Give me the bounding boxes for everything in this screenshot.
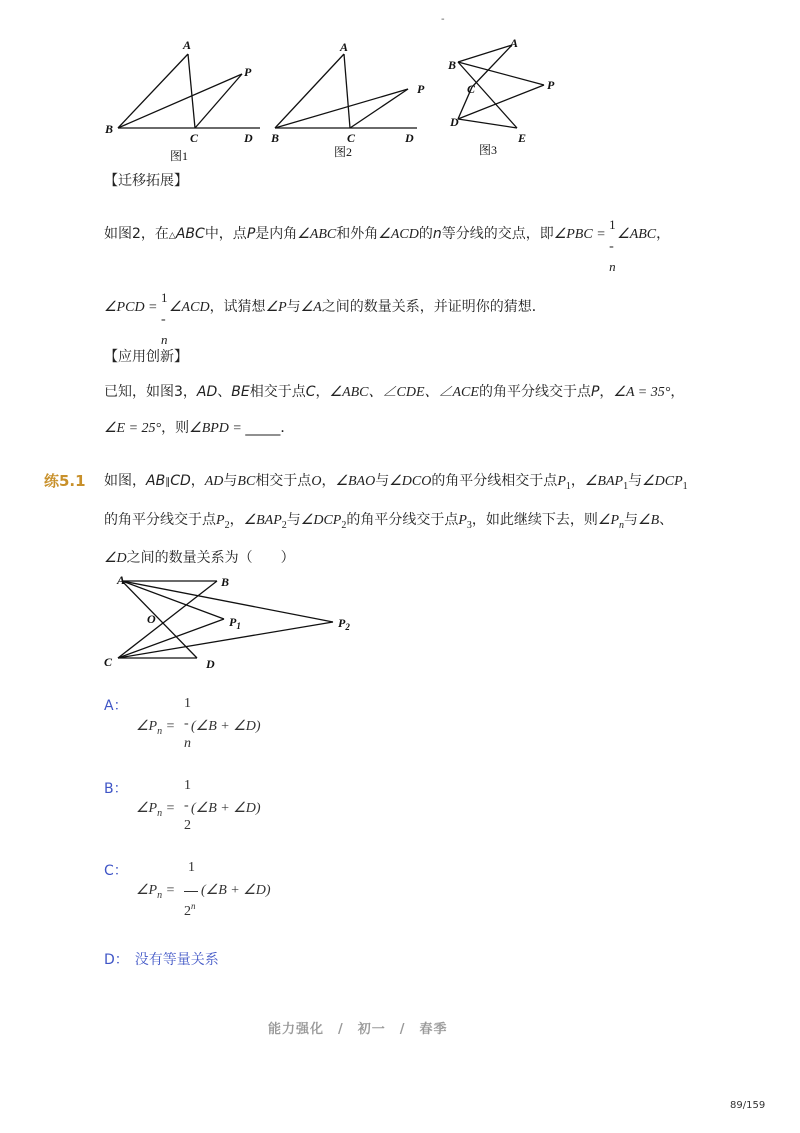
text: ． — [280, 420, 295, 436]
point-c: C — [305, 384, 316, 400]
point-p: P — [246, 226, 256, 242]
header-mark: - — [441, 14, 445, 25]
text: ，试猜想 — [209, 299, 266, 315]
text: 的角平分线交于点 — [478, 384, 591, 400]
subscript: 1 — [623, 481, 629, 492]
exercise-label: 练5.1 — [44, 472, 86, 490]
fig3-caption: 图3 — [479, 143, 498, 157]
figure-3 — [444, 36, 569, 161]
subscript: 2 — [224, 520, 230, 531]
angle-dco: ∠DCO — [389, 474, 432, 489]
equation-left: ∠PBC = — [553, 227, 610, 242]
figure-1 — [100, 36, 265, 166]
exfig-label-p1: $P_1$ — [229, 615, 241, 631]
angle-e-value: ∠E = 25° — [104, 421, 162, 436]
fig1-label-p: P — [244, 65, 252, 79]
angle-bpd: ∠BPD = — [189, 421, 246, 436]
fig3-label-c: C — [467, 82, 476, 96]
text: 相交于点 — [249, 384, 306, 400]
text: ， — [229, 512, 244, 528]
extension-line-1: 如图2，在△ABC中，点P是内角∠ABC和外角∠ACD的n等分线的交点，即∠PBC = 1 - n ∠ABC， — [104, 224, 670, 246]
text: 相交于点 — [255, 473, 312, 489]
fraction-numerator: 1 — [184, 778, 191, 793]
text: 中，点 — [204, 226, 247, 242]
option-a[interactable] — [104, 695, 128, 715]
text: 之间的数量关系为（ ） — [126, 550, 295, 566]
text: 与 — [628, 473, 643, 489]
equation-right: ∠ABC — [617, 227, 657, 242]
angle-d: ∠D — [104, 551, 127, 566]
equation-right: ∠ACD — [169, 300, 210, 315]
exfig-label-o: O — [147, 612, 156, 626]
text: ， — [570, 473, 585, 489]
angle-bao: ∠BAO — [335, 474, 376, 489]
angle-abc: ∠ABC — [297, 227, 337, 242]
text: 与 — [286, 512, 301, 528]
subscript: 1 — [565, 481, 571, 492]
text: ， — [599, 384, 614, 400]
text: 与 — [286, 299, 301, 315]
fig3-label-e: E — [518, 131, 527, 145]
text: ， — [190, 473, 205, 489]
fig1-label-a: A — [183, 38, 192, 52]
separator: 、 — [217, 384, 232, 400]
point-p2: P — [216, 513, 225, 528]
subscript: 2 — [341, 520, 347, 531]
fig1-label-b: B — [105, 122, 114, 136]
option-c-formula — [136, 860, 336, 924]
text: ，如此继续下去，则 — [471, 512, 598, 528]
option-b[interactable] — [104, 778, 128, 798]
angle-pn: ∠P — [597, 513, 620, 528]
innovation-line-2 — [104, 418, 294, 439]
option-label: D： — [104, 952, 129, 968]
formula-lhs: $\angle P_n$ = — [136, 801, 176, 819]
segment-bc: BC — [237, 474, 256, 489]
fraction-denominator: 2 — [184, 818, 191, 833]
text: 的角平分线相交于点 — [431, 473, 558, 489]
fig2-label-b: B — [271, 131, 280, 145]
innovation-heading: 【应用创新】 — [104, 349, 188, 365]
segment-ad: AD — [204, 474, 224, 489]
text: 的角平分线交于点 — [346, 512, 459, 528]
subscript: 1 — [682, 481, 688, 492]
option-a-formula: 1 $\angle P_n$ = - (∠B + ∠D) n — [136, 696, 261, 751]
point-p: P — [590, 384, 600, 400]
fig3-label-p: P — [547, 78, 555, 92]
text: 的角平分线交于点 — [104, 512, 216, 528]
fig2-label-p: P — [417, 82, 425, 96]
segment-ab: AB — [146, 473, 166, 489]
option-label: C： — [104, 863, 128, 879]
exercise-line-1 — [104, 471, 688, 493]
variable-n: n — [432, 226, 442, 242]
text: 已知，如图3， — [104, 384, 197, 400]
subscript: 2 — [281, 520, 287, 531]
option-d[interactable] — [104, 949, 219, 969]
fig2-label-c: C — [347, 131, 356, 145]
fig1-label-d: D — [244, 131, 253, 145]
text: ， — [656, 226, 671, 242]
angle-dcp2: ∠DCP — [300, 513, 342, 528]
fraction-denominator: n — [609, 259, 616, 274]
formula-lhs: $\angle P_n$ = — [136, 719, 176, 737]
subscript: n — [619, 520, 625, 531]
text: 等分线的交点，即 — [441, 226, 554, 242]
angle-acd: ∠ACD — [378, 227, 419, 242]
option-b-formula: 1 $\angle P_n$ = - (∠B + ∠D) 2 — [136, 778, 261, 833]
option-c[interactable] — [104, 860, 128, 880]
exfig-label-a: A — [117, 573, 126, 587]
point-p3: P — [458, 513, 467, 528]
exercise-line-2 — [104, 510, 673, 532]
text: 、 — [659, 512, 674, 528]
fig1-caption: 图1 — [170, 149, 189, 163]
text: 是内角 — [255, 226, 298, 242]
exercise-line-3 — [104, 548, 295, 569]
point-p1: P — [557, 474, 566, 489]
fraction-numerator: 1 — [184, 696, 191, 711]
fig1-label-c: C — [190, 131, 199, 145]
page-number: 89/159 — [730, 1100, 766, 1111]
segment-cd: CD — [170, 473, 191, 489]
angle-bap2: ∠BAP — [243, 513, 282, 528]
exercise-figure — [100, 570, 370, 675]
exfig-label-b: B — [221, 575, 230, 589]
text: 与 — [624, 512, 639, 528]
formula-rhs: (∠B + ∠D) — [201, 883, 271, 898]
answer-blank: _____ — [245, 420, 281, 436]
angle-a-value: ∠A = 35° — [613, 385, 671, 400]
text: 和外角 — [336, 226, 379, 242]
exfig-label-p2: $P_2$ — [338, 616, 350, 632]
option-label: B： — [104, 781, 128, 797]
angle-a: ∠A — [300, 300, 322, 315]
text: 与 — [375, 473, 390, 489]
angles-list: ∠ABC、∠CDE、∠ACE — [329, 385, 479, 400]
fraction-numerator: 1 — [161, 290, 168, 305]
figure-2 — [262, 36, 432, 166]
triangle-name: ABC — [175, 226, 205, 242]
triangle-symbol: △ — [168, 231, 176, 241]
exfig-label-c: C — [104, 655, 113, 669]
option-label: A： — [104, 698, 128, 714]
fraction-numerator: 1 — [188, 860, 195, 875]
fig3-label-a: A — [510, 36, 519, 50]
fraction-denominator: n — [184, 736, 191, 751]
subscript: 3 — [466, 520, 472, 531]
text: ， — [315, 384, 330, 400]
fraction-numerator: 1 — [609, 217, 616, 232]
formula-rhs: (∠B + ∠D) — [191, 719, 261, 734]
exfig-label-d: D — [206, 657, 215, 671]
text: 之间的数量关系，并证明你的猜想． — [321, 299, 546, 315]
footer-text: 能力强化 / 初一 / 春季 — [268, 1022, 448, 1037]
formula-rhs: (∠B + ∠D) — [191, 801, 261, 816]
fraction-denominator: 2$^n$ — [184, 901, 196, 919]
fig2-label-d: D — [405, 131, 414, 145]
angle-bap1: ∠BAP — [584, 474, 624, 489]
text: ， — [670, 384, 685, 400]
text: 与 — [223, 473, 238, 489]
fig2-caption: 图2 — [334, 145, 353, 159]
formula-lhs: $\angle P_n$ = — [136, 883, 176, 901]
text: ，则 — [161, 420, 190, 436]
angle-dcp1: ∠DCP — [642, 474, 683, 489]
fig3-label-d: D — [450, 115, 459, 129]
angle-p: ∠P — [265, 300, 287, 315]
fig3-label-b: B — [448, 58, 457, 72]
text: 如图2，在 — [104, 226, 169, 242]
text: 的 — [418, 226, 433, 242]
angle-b: ∠B — [638, 513, 660, 528]
parallel-symbol: ∥ — [165, 477, 171, 488]
equation-left: ∠PCD = — [104, 300, 161, 315]
innovation-line-1 — [104, 382, 684, 403]
option-text: 没有等量关系 — [134, 952, 219, 968]
extension-line-2: ∠PCD = 1 - n ∠ACD，试猜想∠P与∠A之间的数量关系，并证明你的猜想． — [104, 297, 546, 318]
text: 如图， — [104, 473, 146, 489]
fraction-denominator: n — [161, 332, 168, 347]
extension-heading: 【迁移拓展】 — [104, 173, 188, 189]
point-o: O — [311, 474, 322, 489]
segment-be: BE — [231, 384, 250, 400]
text: ， — [321, 473, 336, 489]
segment-ad: AD — [196, 384, 218, 400]
fig2-label-a: A — [340, 40, 349, 54]
